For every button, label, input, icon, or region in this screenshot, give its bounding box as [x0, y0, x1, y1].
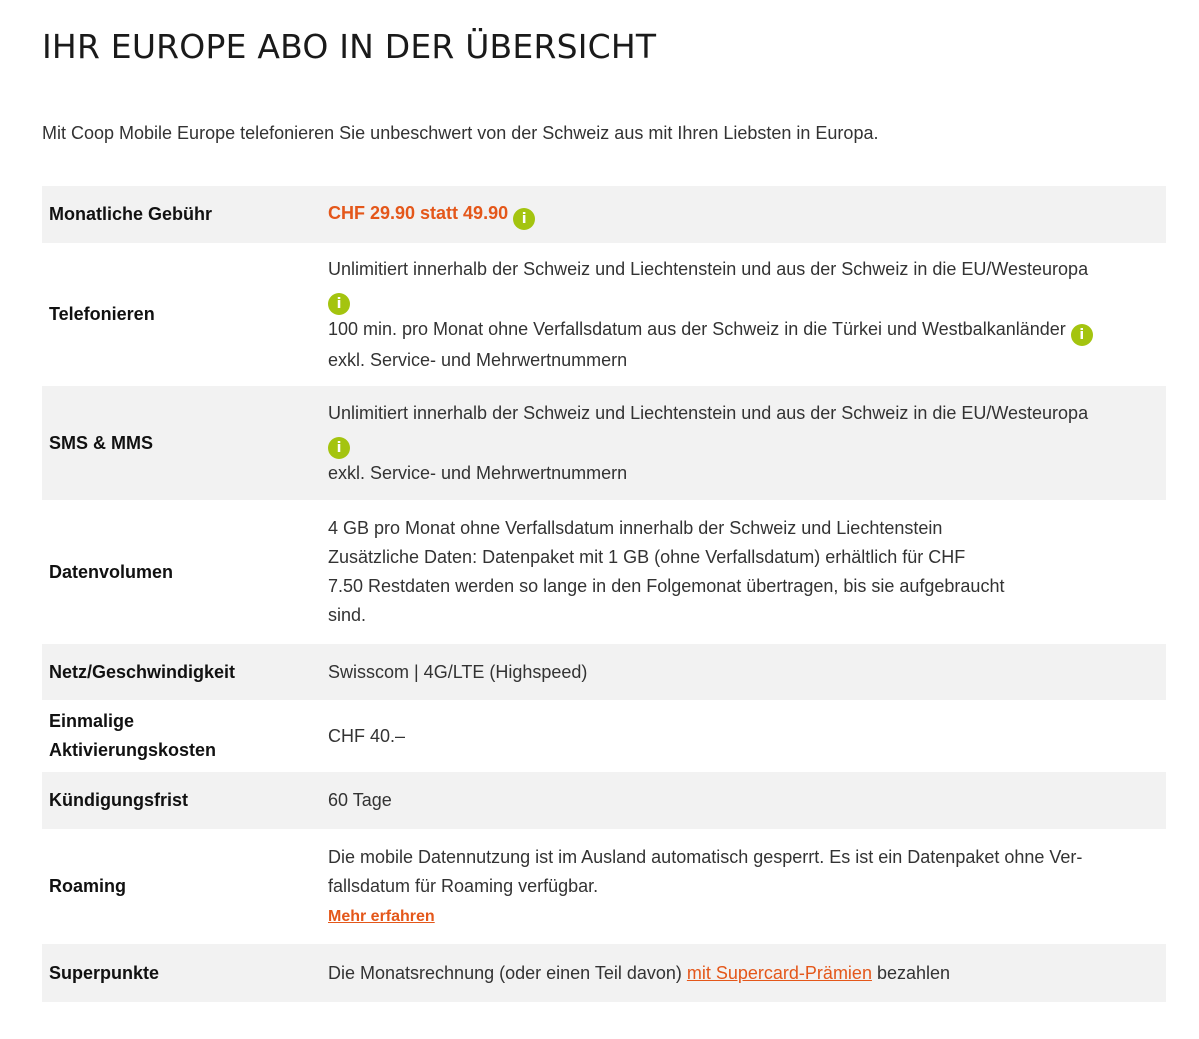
intro-text: Mit Coop Mobile Europe telefonieren Sie unbeschwert von der Schweiz aus mit Ihren Liebsten in Europa.: [42, 123, 879, 143]
calls-line-2-text: 100 min. pro Monat ohne Verfallsdatum aus der Schweiz in die Türkei und Westbalkanländer: [328, 318, 1066, 339]
row-value: [328, 829, 1166, 944]
row-value: [328, 500, 1166, 644]
row-value: [328, 944, 1166, 1002]
page-title: IHR EUROPE ABO IN DER ÜBERSICHT: [42, 27, 657, 66]
row-roaming: [42, 829, 1166, 944]
row-label-line-1: Einmalige: [49, 711, 135, 731]
row-label-line-2: Aktivierungskosten: [49, 740, 217, 760]
sms-line-2: exkl. Service- und Mehrwertnummern: [328, 462, 628, 483]
calls-line-2: [328, 315, 1156, 346]
row-monthly-fee: [42, 186, 1166, 243]
roaming-line-1: Die mobile Datennutzung ist im Ausland automatisch gesperrt. Es ist ein Datenpaket ohne Ver-: [328, 846, 1083, 867]
row-value: CHF 40.–: [328, 725, 406, 746]
row-value: [328, 243, 1166, 386]
data-line-1: 4 GB pro Monat ohne Verfallsdatum innerhalb der Schweiz und Liechtenstein: [328, 518, 943, 538]
calls-line-3: exkl. Service- und Mehrwertnummern: [328, 349, 628, 370]
row-value: Swisscom | 4G/LTE (Highspeed): [328, 644, 1166, 700]
more-info-link[interactable]: Mehr erfahren: [328, 907, 435, 925]
row-label: Monatliche Gebühr: [42, 186, 328, 243]
subscription-overview-table: [42, 186, 1166, 1002]
row-label: SMS & MMS: [42, 386, 328, 500]
row-label: Netz/Geschwindigkeit: [42, 644, 328, 700]
row-value: [328, 186, 1166, 243]
info-icon[interactable]: i: [1071, 324, 1093, 346]
superpoints-text-before: Die Monatsrechnung (oder einen Teil davon): [328, 962, 687, 983]
row-activation-cost: [42, 700, 1166, 772]
row-value: 60 Tage: [328, 772, 1166, 829]
calls-line-1: Unlimitiert innerhalb der Schweiz und Liechtenstein und aus der Schweiz in die EU/Westeuropa: [328, 258, 1089, 279]
sms-line-1: Unlimitiert innerhalb der Schweiz und Liechtenstein und aus der Schweiz in die EU/Westeuropa: [328, 402, 1089, 423]
info-icon[interactable]: i: [328, 293, 350, 315]
row-label: Roaming: [49, 876, 127, 896]
info-icon[interactable]: i: [328, 437, 350, 459]
roaming-link-line: [328, 901, 1156, 931]
row-calls: [42, 243, 1166, 386]
info-icon[interactable]: i: [513, 208, 535, 230]
row-superpoints: [42, 944, 1166, 1002]
price-text: CHF 29.90 statt 49.90: [328, 203, 509, 223]
calls-info-line: [328, 284, 1156, 315]
row-network: [42, 644, 1166, 700]
row-cancellation: [42, 772, 1166, 829]
row-label: [42, 700, 328, 772]
sms-info-line: [328, 428, 1156, 459]
roaming-line-2: fallsdatum für Roaming verfügbar.: [328, 875, 599, 896]
data-line-3: 7.50 Restdaten werden so lange in den Folgemonat übertragen, bis sie aufgebraucht: [328, 576, 1005, 596]
row-label: Kündigungsfrist: [42, 772, 328, 829]
data-line-2: Zusätzliche Daten: Datenpaket mit 1 GB (ohne Verfallsdatum) erhältlich für CHF: [328, 547, 966, 567]
row-label: Superpunkte: [42, 944, 328, 1002]
row-sms-mms: [42, 386, 1166, 500]
supercard-rewards-link[interactable]: mit Supercard-Prämien: [686, 962, 872, 983]
superpoints-text-after: bezahlen: [871, 962, 951, 983]
row-value: [328, 386, 1166, 500]
row-label: Telefonieren: [49, 304, 155, 324]
row-label: Datenvolumen: [49, 561, 174, 582]
row-data-volume: [42, 500, 1166, 644]
data-line-4: sind.: [328, 605, 367, 625]
